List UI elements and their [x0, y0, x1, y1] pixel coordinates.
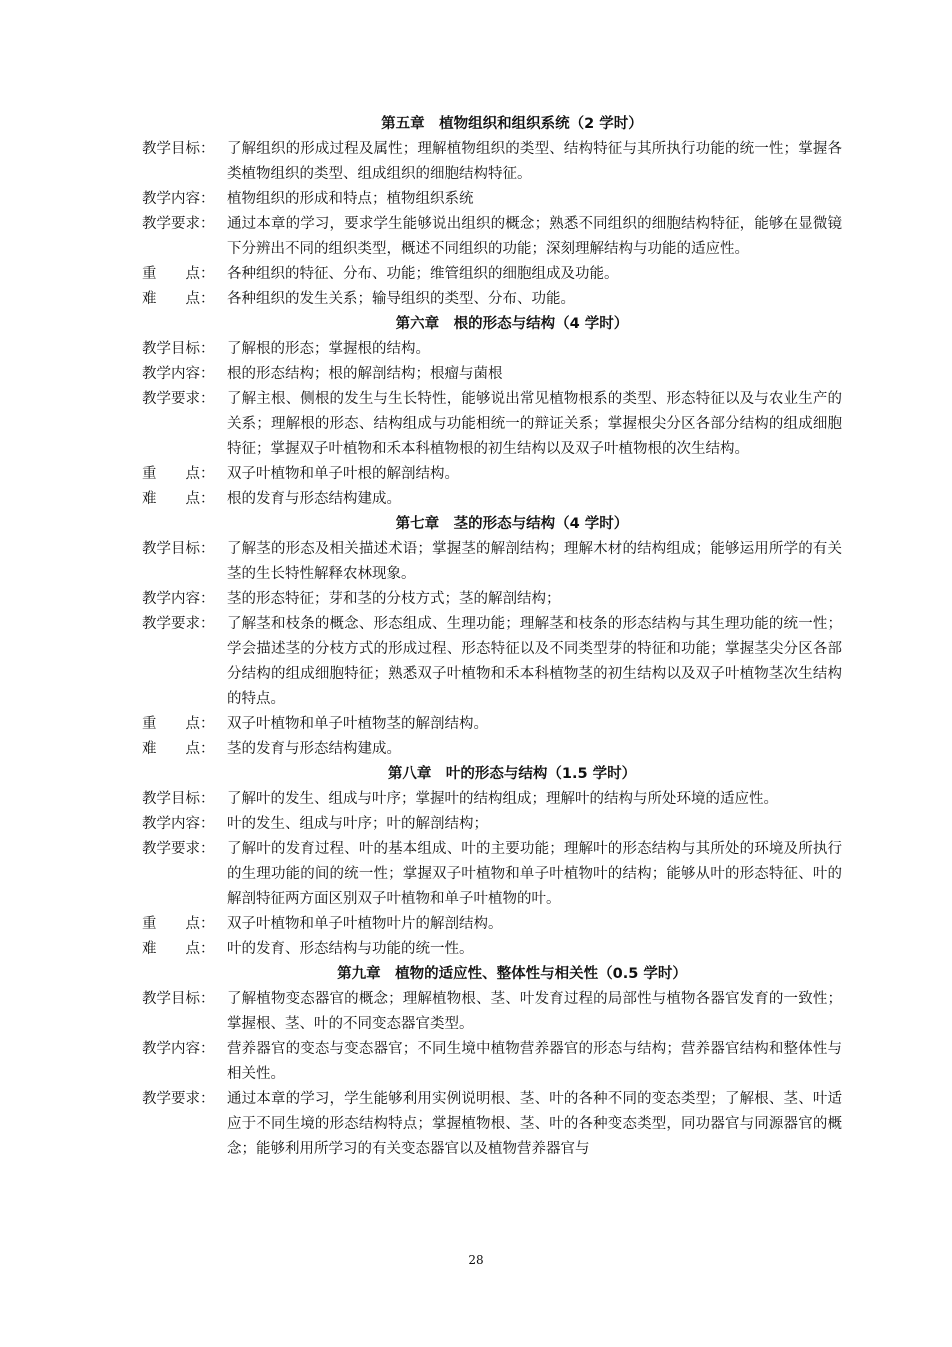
- item-text: 叶的发育、形态结构与功能的统一性。: [227, 941, 474, 957]
- item-text: 各种组织的发生关系；输导组织的类型、分布、功能。: [227, 291, 575, 307]
- item-text: 双子叶植物和单子叶根的解剖结构。: [227, 466, 459, 482]
- syllabus-item: [142, 837, 842, 912]
- item-text: 通过本章的学习，要求学生能够说出组织的概念；熟悉不同组织的细胞结构特征，能够在显微镜下分辨出不同的组织类型，概述不同组织的功能；深刻理解结构与功能的适应性。: [227, 216, 842, 257]
- item-text: 根的形态结构；根的解剖结构；根瘤与菌根: [227, 366, 503, 382]
- item-text: 了解茎的形态及相关描述术语；掌握茎的解剖结构；理解木材的结构组成；能够运用所学的有关茎的生长特性解释农林现象。: [227, 541, 842, 582]
- syllabus-item: [142, 387, 842, 462]
- item-label: 教学要求：: [142, 1091, 215, 1107]
- item-text: 了解主根、侧根的发生与生长特性，能够说出常见植物根系的类型、形态特征以及与农业生产的关系；理解根的形态、结构组成与功能相统一的辩证关系；掌握根尖分区各部分结构的组成细胞特征；掌握双子叶植物和禾本科植物根的初生结构以及双子叶植物根的次生结构。: [227, 391, 842, 457]
- item-label: 教学要求：: [142, 216, 215, 232]
- item-text: 植物组织的形成和特点；植物组织系统: [227, 191, 474, 207]
- item-text: 了解组织的形成过程及属性；理解植物组织的类型、结构特征与其所执行功能的统一性；掌握各类植物组织的类型、组成组织的细胞结构特征。: [227, 141, 842, 182]
- item-text: 茎的发育与形态结构建成。: [227, 741, 401, 757]
- item-label: 教学内容：: [142, 816, 215, 832]
- item-label: 难 点：: [142, 941, 215, 957]
- item-label: 难 点：: [142, 291, 215, 307]
- syllabus-item: [142, 987, 842, 1037]
- chapter-heading: 第五章 植物组织和组织系统（2 学时）: [381, 116, 643, 132]
- syllabus-item: [142, 137, 842, 187]
- item-label: 重 点：: [142, 916, 215, 932]
- item-label: 教学目标：: [142, 341, 215, 357]
- syllabus-item: [142, 537, 842, 587]
- syllabus-item: [142, 812, 842, 837]
- item-text: 营养器官的变态与变态器官；不同生境中植物营养器官的形态与结构；营养器官结构和整体性与相关性。: [227, 1041, 842, 1082]
- item-text: 茎的形态特征；芽和茎的分枝方式；茎的解剖结构；: [227, 591, 561, 607]
- chapter-heading: 第八章 叶的形态与结构（1.5 学时）: [387, 766, 637, 782]
- item-label: 难 点：: [142, 741, 215, 757]
- item-label: 教学目标：: [142, 541, 215, 557]
- syllabus-item: [142, 612, 842, 712]
- document-content: [142, 112, 842, 1162]
- item-text: 了解根的形态；掌握根的结构。: [227, 341, 430, 357]
- syllabus-item: [142, 212, 842, 262]
- item-label: 重 点：: [142, 716, 215, 732]
- item-text: 了解茎和枝条的概念、形态组成、生理功能；理解茎和枝条的形态结构与其生理功能的统一性；学会描述茎的分枝方式的形成过程、形态特征以及不同类型芽的特征和功能；掌握茎尖分区各部分结构的组成细胞特征；熟悉双子叶植物和禾本科植物茎的初生结构以及双子叶植物茎次生结构的特点。: [227, 616, 842, 707]
- syllabus-item: [142, 337, 842, 362]
- item-text: 了解叶的发生、组成与叶序；掌握叶的结构组成；理解叶的结构与所处环境的适应性。: [227, 791, 778, 807]
- syllabus-item: [142, 362, 842, 387]
- item-label: 难 点：: [142, 491, 215, 507]
- item-label: 重 点：: [142, 466, 215, 482]
- item-text: 双子叶植物和单子叶植物叶片的解剖结构。: [227, 916, 503, 932]
- item-label: 教学内容：: [142, 191, 215, 207]
- item-label: 重 点：: [142, 266, 215, 282]
- syllabus-item: [142, 287, 842, 312]
- item-text: 了解叶的发育过程、叶的基本组成、叶的主要功能；理解叶的形态结构与其所处的环境及所执行的生理功能的间的统一性；掌握双子叶植物和单子叶植物叶的结构；能够从叶的形态特征、叶的解剖特征两方面区别双子叶植物和单子叶植物的叶。: [227, 841, 842, 907]
- syllabus-item: [142, 712, 842, 737]
- item-label: 教学要求：: [142, 391, 215, 407]
- chapter-heading: 第九章 植物的适应性、整体性与相关性（0.5 学时）: [337, 966, 687, 982]
- syllabus-item: [142, 912, 842, 937]
- syllabus-item: [142, 187, 842, 212]
- chapter-heading: 第六章 根的形态与结构（4 学时）: [395, 316, 629, 332]
- item-label: 教学内容：: [142, 366, 215, 382]
- syllabus-item: [142, 1037, 842, 1087]
- item-text: 双子叶植物和单子叶植物茎的解剖结构。: [227, 716, 488, 732]
- chapter-heading: 第七章 茎的形态与结构（4 学时）: [395, 516, 629, 532]
- item-text: 各种组织的特征、分布、功能；维管组织的细胞组成及功能。: [227, 266, 619, 282]
- syllabus-item: [142, 462, 842, 487]
- syllabus-item: [142, 262, 842, 287]
- item-label: 教学要求：: [142, 616, 215, 632]
- item-text: 根的发育与形态结构建成。: [227, 491, 401, 507]
- page-number: 28: [468, 1253, 484, 1267]
- syllabus-item: [142, 1087, 842, 1162]
- item-label: 教学目标：: [142, 791, 215, 807]
- syllabus-item: [142, 737, 842, 762]
- item-label: 教学目标：: [142, 991, 215, 1007]
- item-label: 教学内容：: [142, 591, 215, 607]
- syllabus-item: [142, 787, 842, 812]
- item-text: 通过本章的学习，学生能够利用实例说明根、茎、叶的各种不同的变态类型；了解根、茎、叶适应于不同生境的形态结构特点；掌握植物根、茎、叶的各种变态类型，同功器官与同源器官的概念；能够利用所学习的有关变态器官以及植物营养器官与: [227, 1091, 842, 1157]
- syllabus-item: [142, 937, 842, 962]
- item-text: 了解植物变态器官的概念；理解植物根、茎、叶发育过程的局部性与植物各器官发育的一致性；掌握根、茎、叶的不同变态器官类型。: [227, 991, 842, 1032]
- item-label: 教学内容：: [142, 1041, 215, 1057]
- syllabus-item: [142, 487, 842, 512]
- item-text: 叶的发生、组成与叶序；叶的解剖结构；: [227, 816, 488, 832]
- item-label: 教学目标：: [142, 141, 215, 157]
- item-label: 教学要求：: [142, 841, 215, 857]
- syllabus-item: [142, 587, 842, 612]
